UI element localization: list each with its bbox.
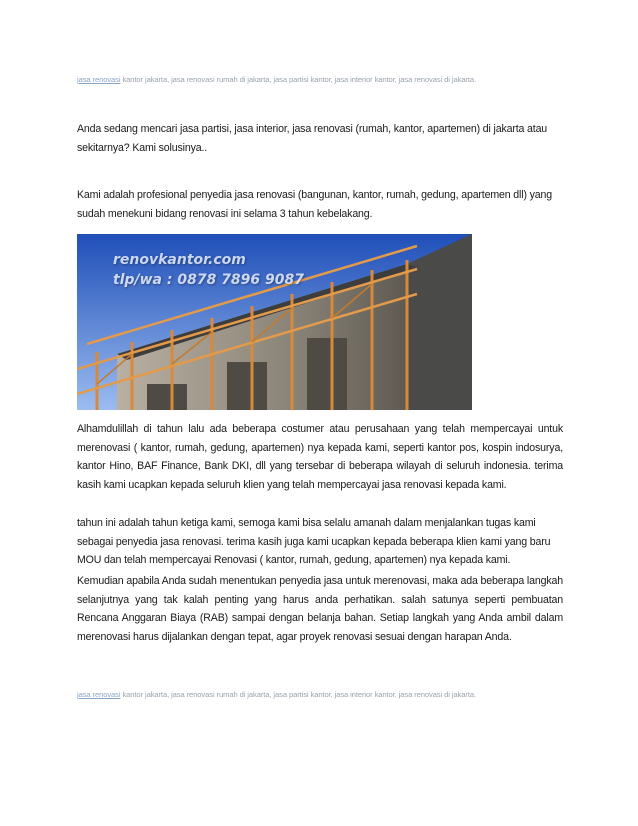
clients-paragraph: Alhamdulillah di tahun lalu ada beberapa costumer atau perusahaan yang telah mempercayai untuk merenovasi ( kantor, rumah, gedung, apartemen) nya kepada kami, seperti kantor pos, kospin indosurya, kantor Hino, BAF Finance, Bank DKI, dll yang tersebar di beberapa wilayah di seluruh indonesia. terima kasih kami ucapkan kepada seluruh klien yang telah mempercayai jasa renovasi kepada kami.	[77, 423, 563, 491]
jasa-renovasi-link[interactable]: jasa renovasi	[77, 75, 121, 84]
footer-tagline	[77, 690, 567, 699]
header-tagline-text: kantor jakarta, jasa renovasi rumah di jakarta, jasa partisi kantor, jasa interior kantor, jasa renovasi di jakarta.	[120, 75, 476, 84]
scaffolding-photo	[77, 234, 472, 410]
watermark-website: renovkantor.com	[113, 252, 246, 268]
footer-tagline-text: kantor jakarta, jasa renovasi rumah di jakarta, jasa partisi kantor, jasa interior kantor, jasa renovasi di jakarta.	[120, 690, 476, 699]
intro-paragraph: Anda sedang mencari jasa partisi, jasa interior, jasa renovasi (rumah, kantor, apartemen) di jakarta atau sekitarnya? Kami solusinya..	[77, 123, 548, 154]
third-year-paragraph: tahun ini adalah tahun ketiga kami, semoga kami bisa selalu amanah dalam menjalankan tugas kami sebagai penyedia jasa renovasi. terima kasih juga kami ucapkan kepada beberapa klien kami yang baru MOU dan telah mempercayai Renovasi ( kantor, rumah, gedung, apartemen) nya kepada kami.	[77, 517, 551, 566]
watermark-phone: tlp/wa : 0878 7896 9087	[113, 272, 304, 288]
about-paragraph: Kami adalah profesional penyedia jasa renovasi (bangunan, kantor, rumah, gedung, apartemen dll) yang sudah menekuni bidang renovasi ini selama 3 tahun kebelakang.	[77, 189, 552, 220]
jasa-renovasi-link-footer[interactable]: jasa renovasi	[77, 690, 121, 699]
steps-paragraph: Kemudian apabila Anda sudah menentukan penyedia jasa untuk merenovasi, maka ada beberapa langkah selanjutnya yang tak kalah penting yang harus anda perhatikan. salah satunya seperti pembuatan Rencana Anggaran Biaya (RAB) sampai dengan belanja bahan. Setiap langkah yang Anda ambil dalam merenovasi harus dijalankan dengan tepat, agar proyek renovasi sesuai dengan harapan Anda.	[77, 575, 563, 643]
header-tagline	[77, 75, 567, 84]
